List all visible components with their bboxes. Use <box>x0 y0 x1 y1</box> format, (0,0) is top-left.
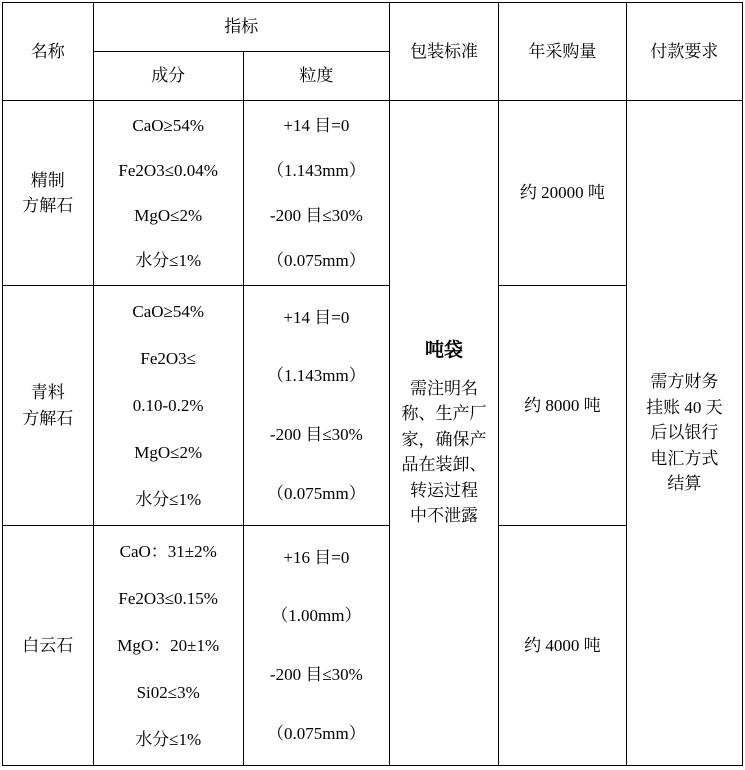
row-2-composition-line-3: 0.10-0.2% <box>132 395 204 415</box>
row-3-granularity-line-4: （0.075mm） <box>267 723 366 743</box>
row-1-composition-line-2: Fe2O3≤0.04% <box>118 160 218 180</box>
row-3-composition-line-2: Fe2O3≤0.15% <box>118 588 218 608</box>
row-3-granularity-line-2: （1.00mm） <box>271 606 362 626</box>
row-3-composition-line-1: CaO：31±2% <box>119 541 217 561</box>
specification-table <box>2 2 743 766</box>
payment-line-3: 后以银行 <box>650 423 719 443</box>
row-3-composition <box>93 526 243 766</box>
row-1-name-line-1: 精制 <box>30 170 65 190</box>
table-header-row-1 <box>3 3 743 52</box>
row-2-composition-line-1: CaO≥54% <box>132 301 205 321</box>
row-1-granularity <box>243 101 389 286</box>
table-row <box>3 101 743 286</box>
row-3-granularity <box>243 526 389 766</box>
row-1-composition-line-4: 水分≤1% <box>135 250 202 270</box>
header-cell-annual-purchase: 年采购量 <box>499 3 627 101</box>
row-1-composition-line-1: CaO≥54% <box>132 115 205 135</box>
row-2-granularity-line-4: （0.075mm） <box>267 483 366 503</box>
row-1-granularity-line-3: -200 目≤30% <box>269 205 363 225</box>
payment-line-1: 需方财务 <box>650 372 719 392</box>
packaging-standard-cell <box>389 101 498 766</box>
header-cell-composition: 成分 <box>93 52 243 101</box>
row-1-granularity-line-2: （1.143mm） <box>267 160 366 180</box>
row-3-composition-line-5: 水分≤1% <box>135 729 202 749</box>
row-2-composition-line-2: Fe2O3≤ <box>140 348 196 368</box>
row-3-composition-line-3: MgO：20±1% <box>117 635 220 655</box>
row-1-granularity-line-4: （0.075mm） <box>267 250 366 270</box>
row-3-granularity-line-1: +16 目=0 <box>283 547 350 567</box>
row-3-quantity: 约 4000 吨 <box>499 526 627 766</box>
row-3-composition-line-4: Si02≤3% <box>136 682 200 702</box>
row-2-quantity: 约 8000 吨 <box>499 286 627 526</box>
row-1-quantity: 约 20000 吨 <box>499 101 627 286</box>
header-cell-payment: 付款要求 <box>626 3 742 101</box>
row-2-granularity <box>243 286 389 526</box>
spec-table-sheet <box>0 2 745 770</box>
row-1-name <box>3 101 94 286</box>
row-3-name-line-1: 白云石 <box>22 635 74 655</box>
header-cell-index: 指标 <box>93 3 389 52</box>
header-cell-name: 名称 <box>3 3 94 101</box>
row-2-granularity-line-2: （1.143mm） <box>267 366 366 386</box>
row-2-name <box>3 286 94 526</box>
packaging-line-2: 称、生产厂 <box>401 404 487 424</box>
row-3-granularity-line-3: -200 目≤30% <box>269 665 363 685</box>
packaging-line-3: 家，确保产 <box>401 429 487 449</box>
row-2-granularity-line-3: -200 目≤30% <box>269 425 363 445</box>
row-1-composition-line-3: MgO≤2% <box>134 205 203 225</box>
row-2-name-line-1: 青料 <box>30 383 65 402</box>
row-2-composition-line-4: MgO≤2% <box>134 442 203 462</box>
packaging-line-6: 中不泄露 <box>410 506 478 526</box>
packaging-line-5: 转运过程 <box>410 480 478 500</box>
packaging-line-4: 品在装卸、 <box>401 455 487 475</box>
payment-line-2: 挂账 40 天 <box>646 397 723 417</box>
row-2-name-line-2: 方解石 <box>22 408 74 428</box>
row-1-composition <box>93 101 243 286</box>
header-cell-packaging: 包装标准 <box>389 3 498 101</box>
row-2-granularity-line-1: +14 目=0 <box>283 307 350 327</box>
packaging-title: 吨袋 <box>424 340 463 362</box>
header-cell-granularity: 粒度 <box>243 52 389 101</box>
payment-line-4: 电汇方式 <box>650 448 719 468</box>
packaging-line-1: 需注明名 <box>410 378 478 398</box>
payment-line-5: 结算 <box>667 474 702 494</box>
row-2-composition <box>93 286 243 526</box>
row-1-name-line-2: 方解石 <box>22 196 74 215</box>
row-2-composition-line-5: 水分≤1% <box>135 489 202 509</box>
row-3-name <box>3 526 94 766</box>
row-1-granularity-line-1: +14 目=0 <box>283 115 350 135</box>
payment-requirement-cell <box>626 101 742 766</box>
